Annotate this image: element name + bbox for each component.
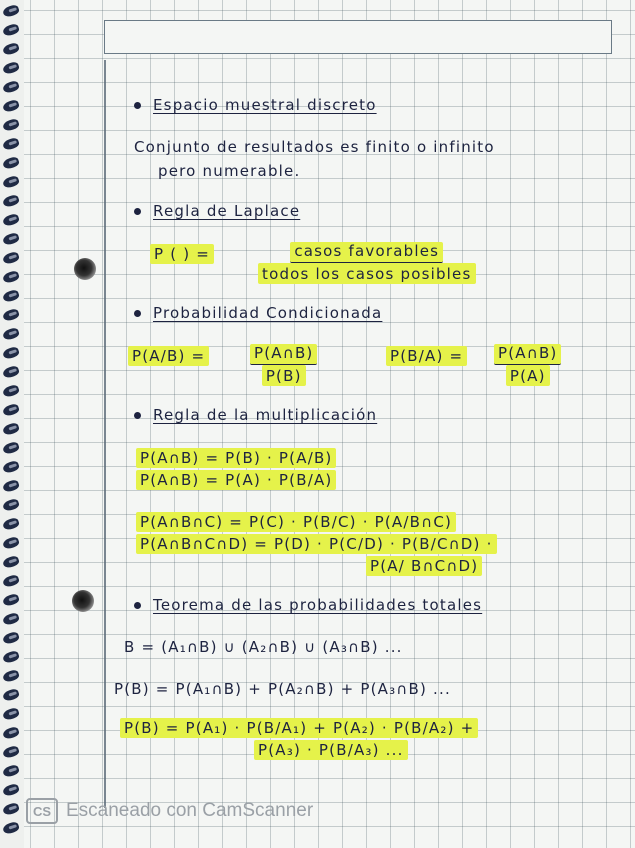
condicionada-fraction2 bbox=[494, 344, 561, 386]
spiral-coil bbox=[2, 479, 20, 493]
punch-hole-lower bbox=[72, 590, 94, 612]
heading-multiplicacion: Regla de la multiplicación bbox=[134, 406, 377, 424]
spiral-coil bbox=[2, 536, 20, 550]
laplace-numerator: casos favorables bbox=[290, 242, 443, 263]
bullet-icon bbox=[134, 102, 141, 109]
spiral-coil bbox=[2, 42, 20, 56]
spiral-coil bbox=[2, 555, 20, 569]
bullet-icon bbox=[134, 602, 141, 609]
multiplicacion-eq4: P(A∩B∩C∩D) = P(D) · P(C/D) · P(B/C∩D) · bbox=[136, 534, 497, 554]
spiral-coil bbox=[2, 764, 20, 778]
spiral-coil bbox=[2, 213, 20, 227]
espacio-definition-line2: pero numerable. bbox=[158, 162, 301, 180]
spiral-coil bbox=[2, 118, 20, 132]
spiral-coil bbox=[2, 441, 20, 455]
spiral-coil bbox=[2, 4, 20, 18]
bullet-icon bbox=[134, 208, 141, 215]
condicionada-den2: P(A) bbox=[506, 365, 550, 386]
bullet-icon bbox=[134, 412, 141, 419]
multiplicacion-eq5: P(A/ B∩C∩D) bbox=[366, 556, 482, 576]
spiral-coil bbox=[2, 802, 20, 816]
spiral-coil bbox=[2, 80, 20, 94]
spiral-coil bbox=[2, 783, 20, 797]
spiral-coil bbox=[2, 346, 20, 360]
spiral-coil bbox=[2, 631, 20, 645]
condicionada-num1: P(A∩B) bbox=[250, 344, 317, 365]
condicionada-lhs2: P(B/A) = bbox=[386, 346, 467, 366]
margin-line bbox=[104, 60, 106, 808]
spiral-coil bbox=[2, 650, 20, 664]
spiral-coil bbox=[2, 175, 20, 189]
totales-eq2: P(B) = P(A₁∩B) + P(A₂∩B) + P(A₃∩B) ... bbox=[114, 680, 451, 698]
spiral-coil bbox=[2, 270, 20, 284]
laplace-fraction bbox=[258, 242, 476, 284]
spiral-coil bbox=[2, 156, 20, 170]
punch-hole-upper bbox=[74, 258, 96, 280]
spiral-coil bbox=[2, 517, 20, 531]
spiral-coil bbox=[2, 593, 20, 607]
spiral-coil bbox=[2, 612, 20, 626]
condicionada-lhs1: P(A/B) = bbox=[128, 346, 209, 366]
totales-eq4: P(A₃) · P(B/A₃) ... bbox=[254, 740, 408, 760]
watermark-text: Escaneado con CamScanner bbox=[66, 800, 314, 821]
camscanner-watermark bbox=[26, 798, 313, 824]
heading-espacio-muestral: Espacio muestral discreto bbox=[134, 96, 377, 114]
spiral-coil bbox=[2, 422, 20, 436]
spiral-coil bbox=[2, 498, 20, 512]
spiral-coil bbox=[2, 365, 20, 379]
spiral-coil bbox=[2, 137, 20, 151]
multiplicacion-eq1: P(A∩B) = P(B) · P(A/B) bbox=[136, 448, 336, 468]
spiral-coil bbox=[2, 61, 20, 75]
spiral-coil bbox=[2, 745, 20, 759]
spiral-coil bbox=[2, 688, 20, 702]
spiral-coil bbox=[2, 669, 20, 683]
spiral-coil bbox=[2, 308, 20, 322]
spiral-coil bbox=[2, 23, 20, 37]
condicionada-den1: P(B) bbox=[262, 365, 306, 386]
spiral-coil bbox=[2, 232, 20, 246]
spiral-binding bbox=[0, 0, 24, 848]
heading-totales: Teorema de las probabilidades totales bbox=[134, 596, 482, 614]
header-box bbox=[104, 20, 612, 54]
espacio-definition-line1: Conjunto de resultados es finito o infinito bbox=[134, 138, 495, 156]
spiral-coil bbox=[2, 289, 20, 303]
totales-eq1: B = (A₁∩B) ∪ (A₂∩B) ∪ (A₃∩B) ... bbox=[124, 638, 403, 656]
spiral-coil bbox=[2, 194, 20, 208]
spiral-coil bbox=[2, 821, 20, 835]
camscanner-logo-icon: CS bbox=[26, 798, 58, 824]
bullet-icon bbox=[134, 310, 141, 317]
laplace-denominator: todos los casos posibles bbox=[258, 263, 476, 284]
spiral-coil bbox=[2, 327, 20, 341]
spiral-coil bbox=[2, 99, 20, 113]
totales-eq3: P(B) = P(A₁) · P(B/A₁) + P(A₂) · P(B/A₂) + bbox=[120, 718, 478, 738]
spiral-coil bbox=[2, 460, 20, 474]
laplace-lhs: P ( ) = bbox=[150, 244, 214, 264]
heading-laplace: Regla de Laplace bbox=[134, 202, 300, 220]
spiral-coil bbox=[2, 726, 20, 740]
spiral-coil bbox=[2, 403, 20, 417]
multiplicacion-eq2: P(A∩B) = P(A) · P(B/A) bbox=[136, 470, 336, 490]
spiral-coil bbox=[2, 707, 20, 721]
condicionada-fraction1 bbox=[250, 344, 317, 386]
condicionada-num2: P(A∩B) bbox=[494, 344, 561, 365]
heading-condicionada: Probabilidad Condicionada bbox=[134, 304, 382, 322]
spiral-coil bbox=[2, 574, 20, 588]
multiplicacion-eq3: P(A∩B∩C) = P(C) · P(B/C) · P(A/B∩C) bbox=[136, 512, 456, 532]
spiral-coil bbox=[2, 251, 20, 265]
spiral-coil bbox=[2, 384, 20, 398]
